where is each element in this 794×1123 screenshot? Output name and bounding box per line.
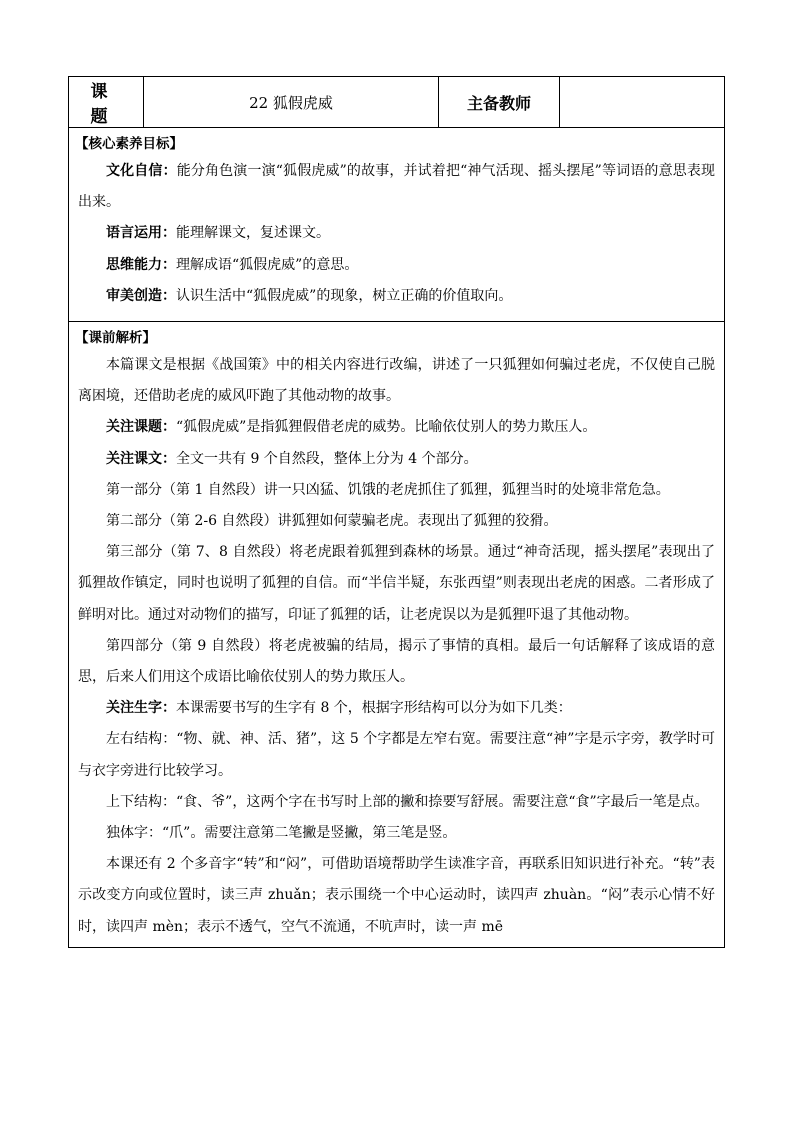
polyphonic-paragraph: 本课还有 2 个多音字“转”和“闷”，可借助语境帮助学生读准字音，再联系旧知识进行补充。“转”表示改变方向或位置时，读三声 zhuǎn；表示围绕一个中心运动时，读四声 zhuàn。“闷”表示心情不好时，读四声 mèn；表示不透气，空气不流通，不吭声时，读一声 mē (78, 856, 715, 935)
goals-section (69, 128, 725, 322)
analysis-section (69, 322, 725, 948)
goal-label: 文化自信： (106, 163, 177, 179)
focus-title-paragraph (78, 412, 715, 443)
part-3-paragraph: 第三部分（第 7、8 自然段）将老虎跟着狐狸到森林的场景。通过“神奇活现，摇头摆尾”表现出了狐狸故作镇定，同时也说明了狐狸的自信。而“半信半疑，东张西望”则表现出老虎的困惑。二者形成了鲜明对比。通过对动物们的描写，印证了狐狸的话，让老虎误以为是狐狸吓退了其他动物。 (78, 544, 715, 623)
goal-label: 语言运用： (106, 225, 176, 242)
goal-text: 认识生活中“狐假虎威”的现象，树立正确的价值取向。 (176, 287, 513, 304)
focus-title-text: “狐假虎威”是指狐狸假借老虎的威势。比喻依仗别人的势力欺压人。 (176, 419, 597, 436)
focus-chars-label: 关注生字： (106, 700, 176, 717)
focus-title-label: 关注课题： (106, 419, 176, 436)
goal-item (78, 250, 715, 281)
topic-value: 22 狐假虎威 (144, 77, 439, 128)
analysis-title: 【课前解析】 (75, 330, 156, 346)
focus-text-paragraph (78, 444, 715, 475)
topic-label: 课 题 (69, 77, 144, 128)
goal-text: 能分角色演一演“狐假虎威”的故事，并试着把“神气活现、摇头摆尾”等词语的意思表现出来。 (78, 163, 715, 211)
part-4-paragraph: 第四部分（第 9 自然段）将老虎被骗的结局，揭示了事情的真相。最后一句话解释了该成语的意思，后来人们用这个成语比喻依仗别人的势力欺压人。 (78, 637, 715, 686)
lesson-plan-table (68, 76, 725, 948)
left-right-structure-paragraph: 左右结构：“物、就、神、活、猪”，这 5 个字都是左窄右宽。需要注意“神”字是示字旁，教学时可与衣字旁进行比较学习。 (78, 731, 715, 779)
part-2-paragraph: 第二部分（第 2-6 自然段）讲狐狸如何蒙骗老虎。表现出了狐狸的狡猾。 (106, 513, 558, 530)
top-bottom-structure-paragraph: 上下结构：“食、爷”，这两个字在书写时上部的撇和捺要写舒展。需要注意“食”字最后一笔是点。 (106, 793, 709, 810)
goal-label: 审美创造： (106, 287, 176, 304)
teacher-label: 主备教师 (439, 77, 560, 128)
analysis-intro: 本篇课文是根据《战国策》中的相关内容进行改编，讲述了一只狐狸如何骗过老虎，不仅使自己脱离困境，还借助老虎的威风吓跑了其他动物的故事。 (78, 357, 715, 405)
analysis-row (69, 322, 725, 948)
goals-title: 【核心素养目标】 (75, 136, 183, 152)
goals-row (69, 128, 725, 322)
goal-text: 能理解课文，复述课文。 (176, 225, 330, 242)
goal-item (78, 218, 715, 249)
focus-text-text: 全文一共有 9 个自然段，整体上分为 4 个部分。 (176, 450, 478, 467)
single-structure-paragraph: 独体字：“爪”。需要注意第二笔撇是竖撇，第三笔是竖。 (106, 825, 457, 842)
header-row (69, 77, 725, 128)
teacher-value (560, 77, 725, 128)
focus-chars-text: 本课需要书写的生字有 8 个，根据字形结构可以分为如下几类： (176, 700, 572, 717)
goal-text: 理解成语“狐假虎威”的意思。 (176, 256, 359, 273)
focus-text-label: 关注课文： (106, 450, 176, 467)
goal-item (78, 156, 715, 218)
goal-item (78, 281, 715, 312)
goal-label: 思维能力： (106, 256, 176, 273)
part-1-paragraph: 第一部分（第 1 自然段）讲一只凶猛、饥饿的老虎抓住了狐狸，狐狸当时的处境非常危急。 (106, 481, 670, 498)
focus-chars-paragraph (78, 693, 715, 724)
lesson-plan-page (68, 76, 725, 1026)
